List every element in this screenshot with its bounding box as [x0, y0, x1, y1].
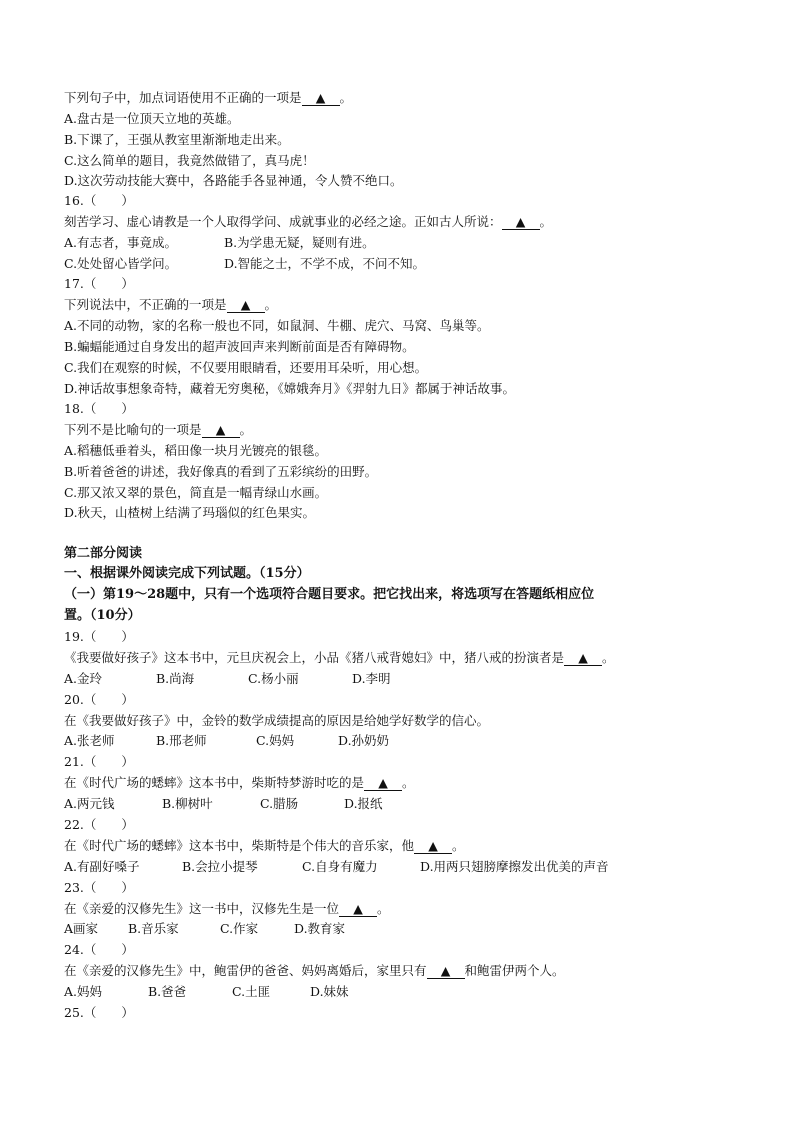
q24-options — [64, 983, 349, 1001]
q18-option-a: A.稻穗低垂着头，稻田像一块月光镀亮的银毯。 — [64, 443, 328, 458]
q22-option-a: A.有副好嗓子 — [64, 859, 140, 874]
q21-option-d: D.报纸 — [344, 796, 383, 811]
q24-stem — [64, 962, 565, 980]
q20-number: 20.（ ） — [64, 692, 134, 707]
q21-stem-end: 。 — [402, 775, 415, 790]
q22-option-b: B.会拉小提琴 — [182, 859, 258, 874]
section-instruction-2: 置。（10分） — [64, 608, 141, 623]
q22-stem — [64, 837, 465, 855]
q15-option-a: A.盘古是一位顶天立地的英雄。 — [64, 111, 240, 126]
q23-options — [64, 920, 345, 938]
q24-number: 24.（ ） — [64, 942, 134, 957]
q21-options — [64, 795, 383, 813]
q22-option-d: D.用两只翅膀摩擦发出优美的声音 — [420, 859, 609, 874]
q16-options-row2 — [64, 255, 425, 273]
q23-number: 23.（ ） — [64, 880, 134, 895]
q15-option-d: D.这次劳动技能大赛中，各路能手各显神通，令人赞不绝口。 — [64, 173, 403, 188]
q19-stem-end: 。 — [602, 650, 615, 665]
q24-stem-text: 在《亲爱的汉修先生》中，鲍雷伊的爸爸、妈妈离婚后，家里只有 — [64, 963, 427, 978]
q20-option-b: B.邢老师 — [156, 733, 207, 748]
q24-option-b: B.爸爸 — [148, 984, 187, 999]
q19-options — [64, 670, 391, 688]
q19-stem-text: 《我要做好孩子》这本书中，元旦庆祝会上，小品《猪八戒背媳妇》中，猪八戒的扮演者是 — [64, 650, 565, 665]
q20-option-c: C.妈妈 — [256, 733, 295, 748]
q25-number: 25.（ ） — [64, 1005, 134, 1020]
q15-blank: ▲ — [302, 90, 340, 106]
part-title: 第二部分阅读 — [64, 546, 143, 561]
q24-option-c: C.土匪 — [232, 984, 271, 999]
q19-option-d: D.李明 — [352, 671, 391, 686]
q16-stem-end: 。 — [539, 214, 553, 229]
q15-option-c: C.这么简单的题目，我竟然做错了，真马虎！ — [64, 153, 315, 168]
q23-stem-end: 。 — [377, 901, 390, 916]
section-title: 一、根据课外阅读完成下列试题。（15分） — [64, 566, 310, 581]
q23-option-b: B.音乐家 — [128, 921, 179, 936]
q19-number: 19.（ ） — [64, 629, 134, 644]
q22-stem-end: 。 — [452, 838, 465, 853]
q15-stem-end: 。 — [339, 90, 353, 105]
q16-option-a: A.有志者，事竟成。 — [64, 235, 178, 250]
q16-stem-text: 刻苦学习、虚心请教是一个人取得学问、成就事业的必经之途。正如古人所说： — [64, 214, 502, 229]
q15-stem — [64, 89, 352, 107]
q18-stem — [64, 421, 252, 439]
q21-option-c: C.腊肠 — [260, 796, 299, 811]
q20-options — [64, 732, 389, 750]
q23-blank: ▲ — [339, 901, 377, 917]
q21-option-a: A.两元钱 — [64, 796, 115, 811]
q15-stem-text: 下列句子中，加点词语使用不正确的一项是 — [64, 90, 302, 105]
q23-stem — [64, 900, 390, 918]
q16-option-b: B.为学患无疑，疑则有进。 — [224, 235, 375, 250]
q20-option-d: D.孙奶奶 — [338, 733, 390, 748]
q19-stem — [64, 649, 615, 667]
q18-blank: ▲ — [202, 422, 240, 438]
q18-stem-text: 下列不是比喻句的一项是 — [64, 422, 202, 437]
q21-option-b: B.柳树叶 — [162, 796, 213, 811]
q17-stem-end: 。 — [264, 297, 278, 312]
q15-option-b: B.下课了，王强从教室里渐渐地走出来。 — [64, 132, 290, 147]
q18-option-c: C.那又浓又翠的景色，简直是一幅青绿山水画。 — [64, 485, 328, 500]
q18-option-b: B.听着爸爸的讲述，我好像真的看到了五彩缤纷的田野。 — [64, 464, 378, 479]
section-instruction-1: （一）第19～28题中，只有一个选项符合题目要求。把它找出来，将选项写在答题纸相应位 — [64, 587, 595, 602]
q17-blank: ▲ — [227, 297, 265, 313]
q24-blank: ▲ — [427, 963, 465, 979]
q18-option-d: D.秋天，山楂树上结满了玛瑙似的红色果实。 — [64, 505, 316, 520]
q19-option-a: A.金玲 — [64, 671, 103, 686]
q16-option-d: D.智能之士，不学不成，不问不知。 — [224, 256, 426, 271]
q23-option-d: D.教育家 — [294, 921, 346, 936]
q16-options-row1 — [64, 234, 375, 252]
q17-stem-text: 下列说法中，不正确的一项是 — [64, 297, 227, 312]
q17-option-a: A.不同的动物，家的名称一般也不同，如鼠洞、牛棚、虎穴、马窝、鸟巢等。 — [64, 318, 490, 333]
q16-number: 16.（ ） — [64, 193, 134, 208]
q22-options — [64, 858, 609, 876]
q17-number: 17.（ ） — [64, 276, 134, 291]
q21-number: 21.（ ） — [64, 754, 134, 769]
q22-number: 22.（ ） — [64, 817, 134, 832]
q19-option-b: B.尚海 — [156, 671, 195, 686]
q23-stem-text: 在《亲爱的汉修先生》这一书中，汉修先生是一位 — [64, 901, 340, 916]
q21-stem-text: 在《时代广场的蟋蟀》这本书中，柴斯特梦游时吃的是 — [64, 775, 365, 790]
q19-option-c: C.杨小丽 — [248, 671, 299, 686]
q24-option-d: D.妹妹 — [310, 984, 349, 999]
q21-stem — [64, 774, 415, 792]
q16-stem — [64, 213, 552, 231]
q22-blank: ▲ — [414, 838, 452, 854]
q23-option-c: C.作家 — [220, 921, 259, 936]
q24-stem-end: 和鲍雷伊两个人。 — [464, 963, 565, 978]
q17-option-c: C.我们在观察的时候，不仅要用眼睛看，还要用耳朵听，用心想。 — [64, 360, 428, 375]
q17-option-d: D.神话故事想象奇特，藏着无穷奥秘，《嫦娥奔月》《羿射九日》都属于神话故事。 — [64, 381, 516, 396]
q18-stem-end: 。 — [239, 422, 253, 437]
q21-blank: ▲ — [364, 775, 402, 791]
q24-option-a: A.妈妈 — [64, 984, 103, 999]
q16-blank: ▲ — [502, 214, 540, 230]
q23-option-a: A画家 — [64, 921, 99, 936]
q19-blank: ▲ — [564, 650, 602, 666]
q18-number: 18.（ ） — [64, 401, 134, 416]
q22-stem-text: 在《时代广场的蟋蟀》这本书中，柴斯特是个伟大的音乐家，他 — [64, 838, 415, 853]
q20-option-a: A.张老师 — [64, 733, 115, 748]
q20-stem: 在《我要做好孩子》中，金铃的数学成绩提高的原因是给她学好数学的信心。 — [64, 713, 490, 728]
q17-stem — [64, 296, 277, 314]
q16-option-c: C.处处留心皆学问。 — [64, 256, 178, 271]
q22-option-c: C.自身有魔力 — [302, 859, 378, 874]
q17-option-b: B.蝙蝠能通过自身发出的超声波回声来判断前面是否有障碍物。 — [64, 339, 415, 354]
